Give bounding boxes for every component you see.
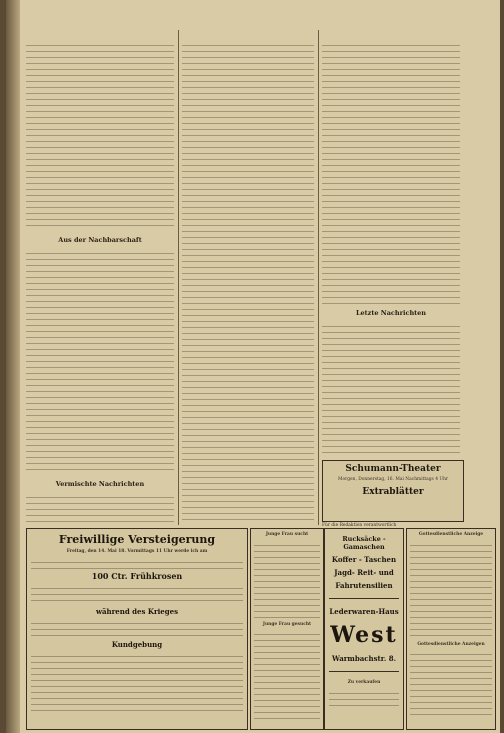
ad-shop-name: West [330, 622, 398, 648]
ad-shop-address: Warmbachstr. 8. [331, 654, 397, 663]
auction-item: 100 Ctr. Frühkrosen [91, 570, 183, 581]
small-ad-text-1 [254, 540, 320, 620]
small-ad-head-2: Junge Frau gesucht [262, 621, 312, 627]
theater-feature: Extrablätter [362, 486, 424, 497]
column-rule [318, 30, 319, 525]
column-rule [178, 30, 179, 525]
church-text-2 [410, 649, 492, 719]
auction-date: Freitag, den 14. Mai 18. Vormittags 11 Uhr werde ich am [66, 549, 208, 554]
church-title-2: Gottesdienstliche Anzeigen [417, 641, 485, 647]
theater-title: Schumann-Theater [345, 464, 441, 474]
article-heading-latest: Letzte Nachrichten [355, 309, 427, 317]
article-column-3b [322, 321, 460, 456]
ad-shop: Lederwaren-Haus [329, 607, 399, 616]
for-sale-text [329, 688, 399, 710]
ad-line-koffer: Koffer - Taschen [331, 555, 397, 564]
newspaper-page [6, 0, 500, 733]
article-column-2 [182, 40, 314, 525]
auction-text-3 [31, 618, 243, 638]
article-column-1 [26, 40, 174, 230]
theater-ad [322, 460, 464, 522]
theater-date: Morgen, Donnerstag, 16. Mai Nachmittags 4 Uhr [337, 477, 449, 482]
ad-line-rucksack: Rucksäcke - Gamaschen [342, 535, 386, 551]
article-heading-misc: Vermischte Nachrichten [55, 480, 145, 488]
church-notices [406, 528, 496, 730]
church-title: Gottesdienstliche Anzeige [418, 532, 484, 537]
auction-title: Freiwillige Versteigerung [58, 533, 216, 546]
small-ad-head-1: Junge Frau sucht [265, 532, 309, 537]
page-binding [6, 0, 20, 733]
auction-war: während des Krieges [95, 606, 179, 616]
article-column-1b [26, 248, 174, 474]
church-text [410, 540, 492, 640]
auction-rally: Kundgebung [111, 639, 163, 649]
footer-left: Für die Redaktion verantwortlich [322, 523, 397, 528]
ad-divider [329, 598, 399, 599]
small-ads-column [250, 528, 324, 730]
ad-line-jagd: Jagd- Reit- und [334, 568, 394, 577]
for-sale-head: Zu verkaufen [347, 680, 381, 685]
ad-line-fahr: Fahrutensilien [335, 581, 393, 590]
article-column-1c [26, 492, 174, 522]
auction-text [31, 557, 243, 569]
ad-west-lederwaren [324, 528, 404, 730]
auction-text-2 [31, 583, 243, 605]
article-heading-neighbourhood: Aus der Nachbarschaft [58, 236, 142, 244]
ad-divider-2 [329, 671, 399, 672]
article-column-3 [322, 40, 460, 305]
auction-text-4 [31, 651, 243, 711]
auction-ad [26, 528, 248, 730]
small-ad-text-2 [254, 629, 320, 719]
